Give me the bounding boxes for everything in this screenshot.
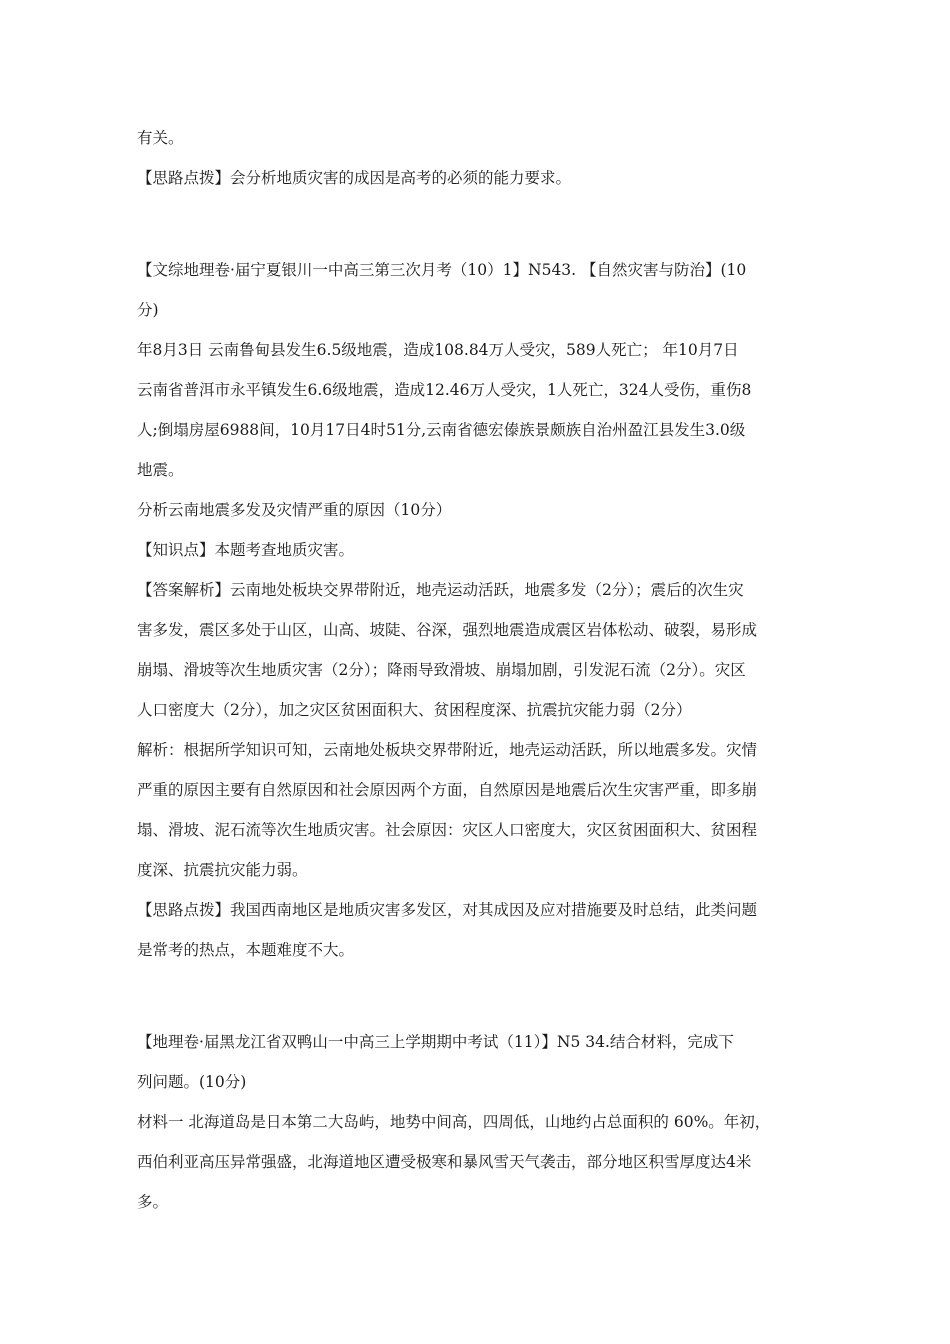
tip-line: 是常考的热点，本题难度不大。 [137,941,355,959]
explanation-line: 严重的原因主要有自然原因和社会原因两个方面，自然原因是地震后次生灾害严重，即多崩 [137,781,758,799]
continuation-line: 有关。 [137,129,184,147]
answer-line: 【答案解析】云南地处板块交界带附近，地壳运动活跃，地震多发（2分）；震后的次生灾 [137,581,744,599]
question-title-line: 【文综地理卷·届宁夏银川一中高三第三次月考（10）1】N543. 【自然灾害与防治】(10 [137,261,747,279]
material-line: 人;倒塌房屋6988间，10月17日4时51分,云南省德宏傣族景颇族自治州盈江县发生3.0级 [137,421,746,439]
question-title-line: 【地理卷·届黑龙江省双鸭山一中高三上学期期中考试（11）】N5 34.结合材料，完成下 [137,1033,734,1051]
explanation-line: 度深、抗震抗灾能力弱。 [137,861,308,879]
material-line: 多。 [137,1193,169,1211]
answer-line: 人口密度大（2分），加之灾区贫困面积大、贫困程度深、抗震抗灾能力弱（2分） [137,701,692,719]
material-line: 云南省普洱市永平镇发生6.6级地震，造成12.46万人受灾，1人死亡，324人受伤，重伤8 [137,381,752,399]
answer-line: 崩塌、滑坡等次生地质灾害（2分）；降雨导致滑坡、崩塌加剧，引发泥石流（2分）。灾区 [137,661,746,679]
answer-line: 害多发，震区多处于山区，山高、坡陡、谷深，强烈地震造成震区岩体松动、破裂，易形成 [137,621,758,639]
question-prompt: 分析云南地震多发及灾情严重的原因（10分） [137,501,452,519]
explanation-line: 塌、滑坡、泥石流等次生地质灾害。社会原因：灾区人口密度大，灾区贫困面积大、贫困程 [137,821,758,839]
tip-line: 【思路点拨】我国西南地区是地质灾害多发区，对其成因及应对措施要及时总结，此类问题 [137,901,758,919]
explanation-line: 解析：根据所学知识可知，云南地处板块交界带附近，地壳运动活跃，所以地震多发。灾情 [137,741,758,759]
section-gap [137,198,827,250]
document-page [137,118,827,1222]
section-gap [137,970,827,1022]
question-title-line: 列问题。(10分) [137,1073,247,1091]
material-line: 西伯利亚高压异常强盛，北海道地区遭受极寒和暴风雪天气袭击，部分地区积雪厚度达4米 [137,1153,752,1171]
question-title-line: 分) [137,301,159,319]
material-line: 材料一 北海道岛是日本第二大岛屿，地势中间高，四周低，山地约占总面积的 60%。年初， [137,1113,771,1131]
knowledge-point: 【知识点】本题考查地质灾害。 [137,541,355,559]
material-line: 地震。 [137,461,184,479]
tip-line: 【思路点拨】会分析地质灾害的成因是高考的必须的能力要求。 [137,169,572,187]
material-line: 年8月3日 云南鲁甸县发生6.5级地震，造成108.84万人受灾，589人死亡； 年10月7日 [137,341,739,359]
